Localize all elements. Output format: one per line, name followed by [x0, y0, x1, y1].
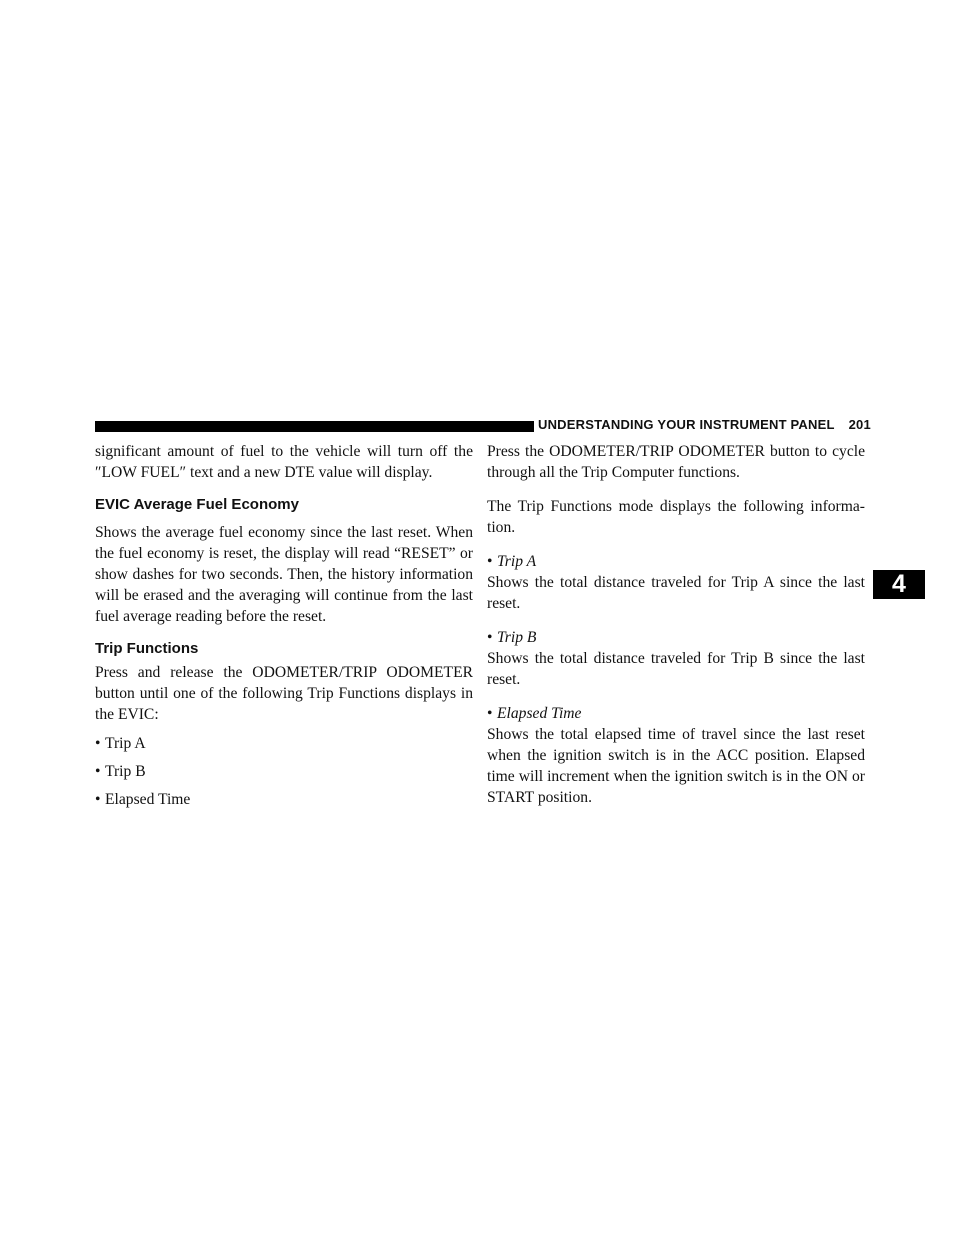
- elapsed-time-description: Shows the total elapsed time of travel since the last reset when the ignition switch is in the ACC position. Elapsed time will increment when the ignition switch is in the ON or START position.: [487, 726, 865, 806]
- bullet-icon: •: [487, 629, 493, 646]
- trip-functions-heading: Trip Functions: [95, 640, 199, 657]
- left-column: [95, 441, 473, 817]
- right-column: [487, 441, 865, 821]
- list-item-text: Elapsed Time: [105, 791, 191, 808]
- chapter-tab: 4: [873, 570, 925, 599]
- intro-paragraph: significant amount of fuel to the vehicle will turn off the ″LOW FUEL″ text and a new DTE value will display.: [95, 443, 473, 481]
- list-item-text: Trip B: [105, 763, 146, 780]
- list-item: [95, 789, 473, 810]
- bullet-icon: •: [95, 735, 101, 752]
- list-item: [95, 761, 473, 782]
- section-title: UNDERSTANDING YOUR INSTRUMENT PANEL: [538, 417, 835, 432]
- list-item: [95, 733, 473, 754]
- trip-b-description: Shows the total distance traveled for Trip B since the last reset.: [487, 650, 865, 688]
- trip-a-label: • Trip A: [487, 553, 537, 570]
- running-header: [538, 417, 871, 432]
- bullet-icon: •: [487, 705, 493, 722]
- trip-functions-paragraph: Press and release the ODOMETER/TRIP ODOMETER button until one of the following Trip Functions displays in the EVIC:: [95, 664, 473, 723]
- modes-paragraph: The Trip Functions mode displays the following informa-tion.: [487, 498, 865, 536]
- bullet-icon: •: [95, 763, 101, 780]
- trip-b-label: • Trip B: [487, 629, 537, 646]
- cycle-paragraph: Press the ODOMETER/TRIP ODOMETER button to cycle through all the Trip Computer functions.: [487, 443, 865, 481]
- trip-a-description: Shows the total distance traveled for Trip A since the last reset.: [487, 574, 865, 612]
- bullet-icon: •: [487, 553, 493, 570]
- bullet-icon: •: [95, 791, 101, 808]
- evic-paragraph: Shows the average fuel economy since the last reset. When the fuel economy is reset, the display will read “RESET” or show dashes for two seconds. Then, the history information will be erased and the averaging will continue from the last fuel average reading before the reset.: [95, 524, 473, 625]
- header-rule: [95, 421, 534, 432]
- page-number: 201: [848, 417, 871, 432]
- evic-average-fuel-economy-heading: EVIC Average Fuel Economy: [95, 496, 299, 513]
- list-item-text: Trip A: [105, 735, 146, 752]
- elapsed-time-label: • Elapsed Time: [487, 705, 582, 722]
